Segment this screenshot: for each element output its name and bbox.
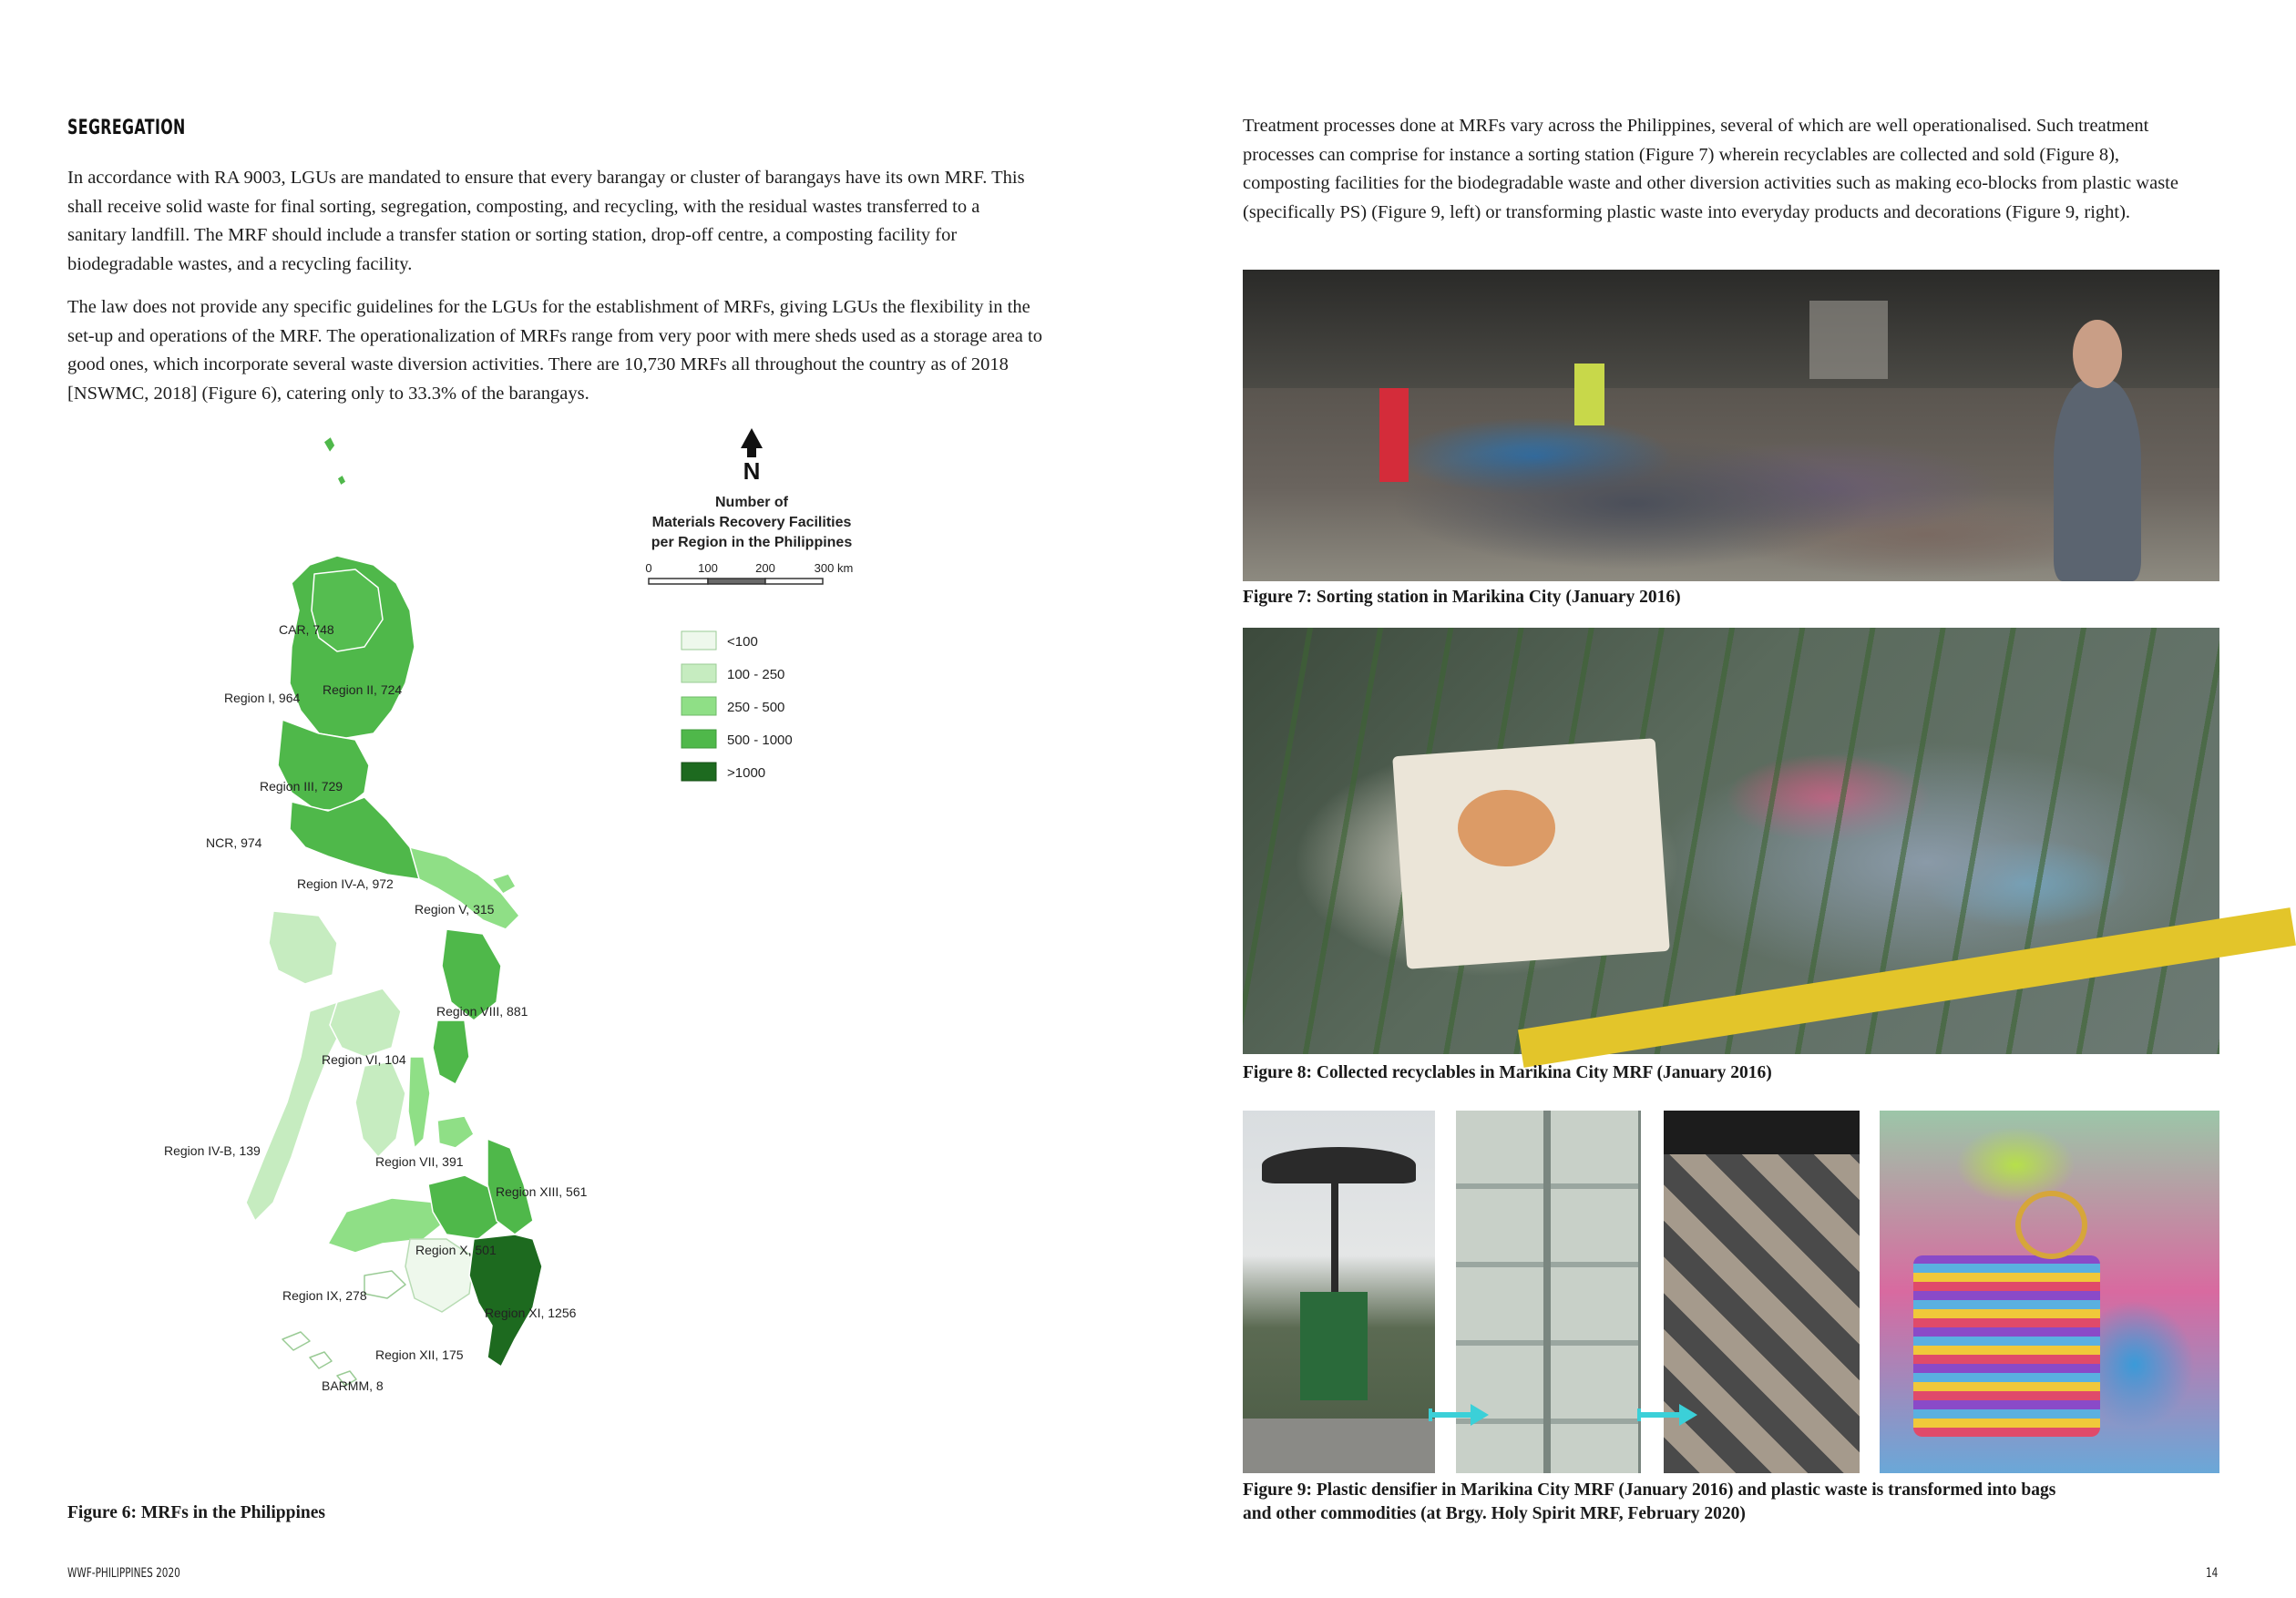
- label-region-ii: Region II, 724: [323, 682, 403, 697]
- figure-6-caption: Figure 6: MRFs in the Philippines: [67, 1503, 325, 1522]
- figure-7-photo: [1243, 270, 2219, 581]
- arrow-right-icon: [1427, 1401, 1492, 1429]
- legend-label-5: >1000: [727, 765, 766, 781]
- legend-title-line-3: per Region in the Philippines: [651, 535, 853, 550]
- label-region-i: Region I, 964: [224, 691, 301, 705]
- scale-label-200: 200: [755, 561, 775, 575]
- label-region-viii: Region VIII, 881: [436, 1004, 528, 1019]
- scale-label-300: 300 km: [814, 561, 854, 575]
- figure-7-caption: Figure 7: Sorting station in Marikina City (January 2016): [1243, 588, 1681, 607]
- scale-label-100: 100: [698, 561, 718, 575]
- legend-label-2: 100 - 250: [727, 667, 785, 682]
- label-region-v: Region V, 315: [415, 902, 495, 917]
- legend-label-4: 500 - 1000: [727, 732, 793, 748]
- legend-swatch-4: [682, 730, 716, 748]
- legend-swatch-2: [682, 664, 716, 682]
- label-region-iii: Region III, 729: [260, 779, 343, 794]
- label-region-iv-b: Region IV-B, 139: [164, 1143, 261, 1158]
- label-region-ix: Region IX, 278: [282, 1288, 367, 1303]
- right-paragraph: Treatment processes done at MRFs vary across the Philippines, several of which are well operationalised. Such treatment processes can comprise for instance a sorting station (Figure 7) wherein recyclables are collected and sold (Figure 8), composting facilities for the biodegradable waste and other diversion activities such as making eco-blocks from plastic waste (specifically PS) (Figure 9, left) or transforming plastic waste into everyday products and decorations (Figure 9, right).: [1243, 116, 2178, 222]
- scale-label-0: 0: [645, 561, 652, 575]
- arrow-right-icon: [1635, 1401, 1701, 1429]
- label-region-vi: Region VI, 104: [322, 1052, 406, 1067]
- figure-9-caption-line-1: Figure 9: Plastic densifier in Marikina City MRF (January 2016) and plastic waste is transformed into bags: [1243, 1480, 2056, 1500]
- legend-title-line-1: Number of: [715, 495, 788, 510]
- legend-swatch-1: [682, 631, 716, 650]
- region-shapes: [246, 436, 542, 1386]
- label-ncr: NCR, 974: [206, 835, 262, 850]
- label-region-vii: Region VII, 391: [375, 1154, 464, 1169]
- label-car: CAR, 748: [279, 622, 334, 637]
- section-heading: SEGREGATION: [67, 117, 186, 139]
- label-region-iv-a: Region IV-A, 972: [297, 876, 394, 891]
- figure-8-photo: [1243, 628, 2219, 1054]
- figure-9-bags-photo: [1880, 1111, 2219, 1473]
- north-label: N: [743, 457, 761, 485]
- scale-bar: [645, 561, 853, 584]
- legend-label-1: <100: [727, 634, 758, 650]
- label-barmm: BARMM, 8: [322, 1378, 384, 1393]
- legend-swatch-5: [682, 763, 716, 781]
- label-region-xiii: Region XIII, 561: [496, 1184, 588, 1199]
- north-arrow-icon: [741, 428, 763, 457]
- paragraph-2: The law does not provide any specific guidelines for the LGUs for the establishment of MRFs, giving LGUs the flexibility in the set-up and operations of the MRF. The operationalization of MRFs range from very poor with mere sheds used as a storage area to good ones, which incorporate several waste diversion activities. There are 10,730 MRFs all throughout the country as of 2018 [NSWMC, 2018] (Figure 6), catering only to 33.3% of the barangays.: [67, 297, 1042, 404]
- figure-8-caption: Figure 8: Collected recyclables in Marikina City MRF (January 2016): [1243, 1063, 1772, 1082]
- label-region-x: Region X, 501: [415, 1243, 497, 1257]
- figure-9-densifier-photo: [1243, 1111, 1435, 1473]
- legend-title-line-2: Materials Recovery Facilities: [651, 515, 852, 530]
- label-region-xii: Region XII, 175: [375, 1347, 464, 1362]
- page-number: 14: [2206, 1566, 2219, 1581]
- legend: [682, 631, 793, 781]
- footer-left: WWF-PHILIPPINES 2020: [67, 1566, 180, 1581]
- philippines-mrf-map: [164, 419, 920, 1476]
- label-region-xi: Region XI, 1256: [485, 1306, 577, 1320]
- legend-label-3: 250 - 500: [727, 700, 785, 715]
- figure-9-caption-line-2: and other commodities (at Brgy. Holy Spirit MRF, February 2020): [1243, 1504, 1746, 1523]
- legend-swatch-3: [682, 697, 716, 715]
- paragraph-1: In accordance with RA 9003, LGUs are mandated to ensure that every barangay or cluster of barangays have its own MRF. This shall receive solid waste for final sorting, segregation, composting, and recycling, with the residual wastes transferred to a sanitary landfill. The MRF should include a transfer station or sorting station, drop-off centre, a composting facility for biodegradable wastes, and a recycling facility.: [67, 168, 1025, 274]
